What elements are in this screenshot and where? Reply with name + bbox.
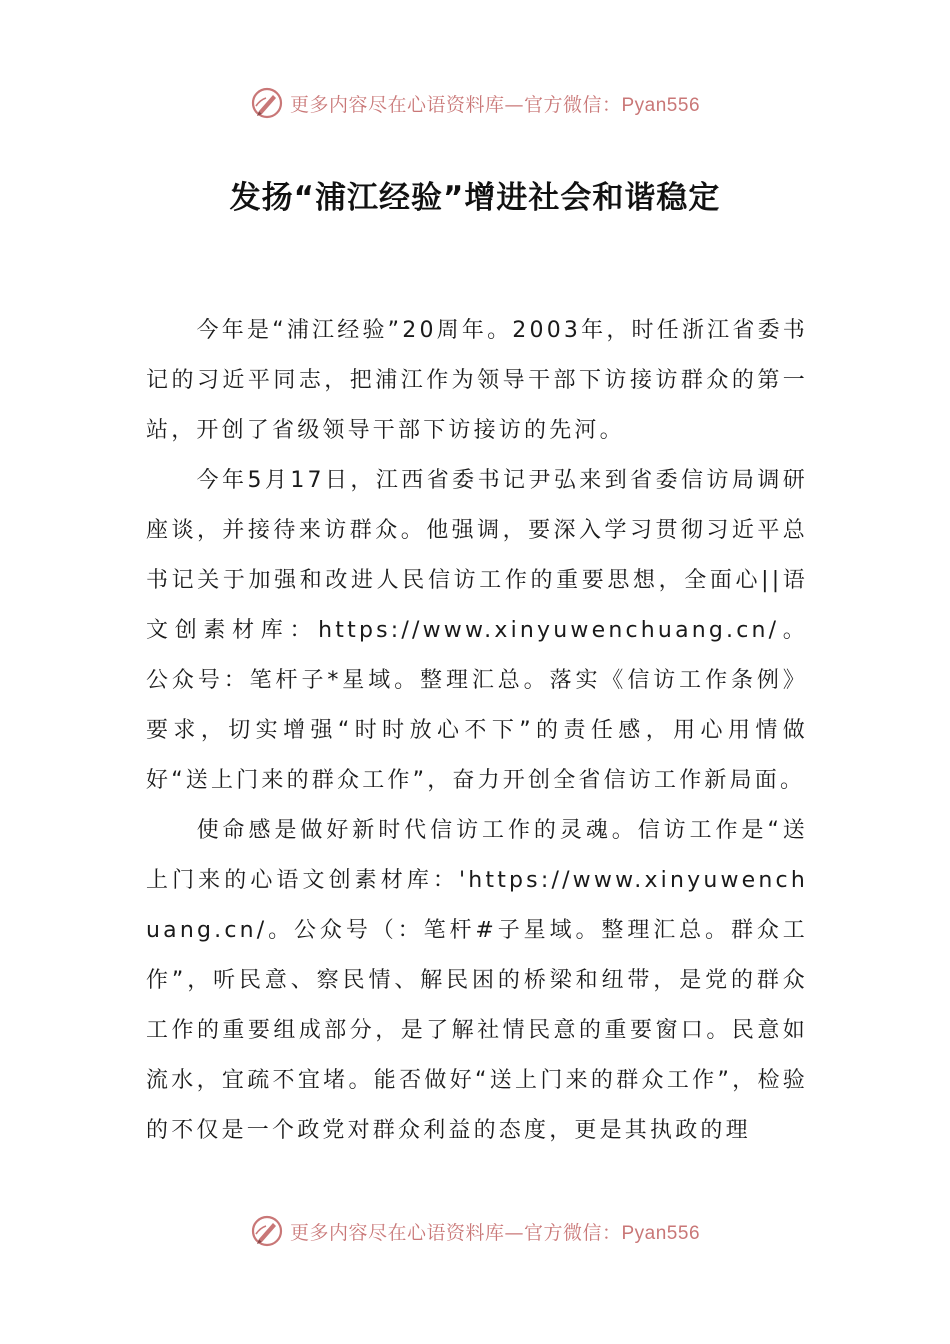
watermark-wechat-id: Pyan556 xyxy=(621,1222,701,1244)
watermark-text: 更多内容尽在心语资料库—官方微信：Pyan556 xyxy=(289,93,701,116)
document-title: 发扬“浦江经验”增进社会和谐稳定 xyxy=(229,180,721,216)
footer-watermark xyxy=(0,1211,950,1251)
paragraph-1: 今年是“浦江经验”20周年。2003年，时任浙江省委书记的习近平同志，把浦江作为领导干部下访接访群众的第一站，开创了省级领导干部下访接访的先河。 xyxy=(146,318,808,443)
pen-logo-icon xyxy=(250,86,284,120)
paragraph-3: 使命感是做好新时代信访工作的灵魂。信访工作是“送上门来的心语文创素材库：'https://www.xinyuwenchuang.cn/。公众号（：笔杆#子星域。整理汇总。群众工作”，听民意、察民情、解民困的桥梁和纽带，是党的群众工作的重要组成部分，是了解社情民意的重要窗口。民意如流水，宜疏不宜堵。能否做好“送上门来的群众工作”，检验的不仅是一个政党对群众利益的态度，更是其执政的理 xyxy=(146,818,808,1143)
paragraph-2: 今年5月17日，江西省委书记尹弘来到省委信访局调研座谈，并接待来访群众。他强调，要深入学习贯彻习近平总书记关于加强和改进人民信访工作的重要思想，全面心||语文创素材库：https://www.xinyuwenchuang.cn/。公众号：笔杆子*星域。整理汇总。落实《信访工作条例》要求，切实增强“时时放心不下”的责任感，用心用情做好“送上门来的群众工作”，奋力开创全省信访工作新局面。 xyxy=(146,468,808,793)
watermark-wechat-id: Pyan556 xyxy=(621,94,701,116)
pen-logo-icon xyxy=(250,1214,284,1248)
header-watermark xyxy=(0,83,950,123)
document-body xyxy=(146,306,808,1156)
watermark-text: 更多内容尽在心语资料库—官方微信：Pyan556 xyxy=(289,1221,701,1244)
